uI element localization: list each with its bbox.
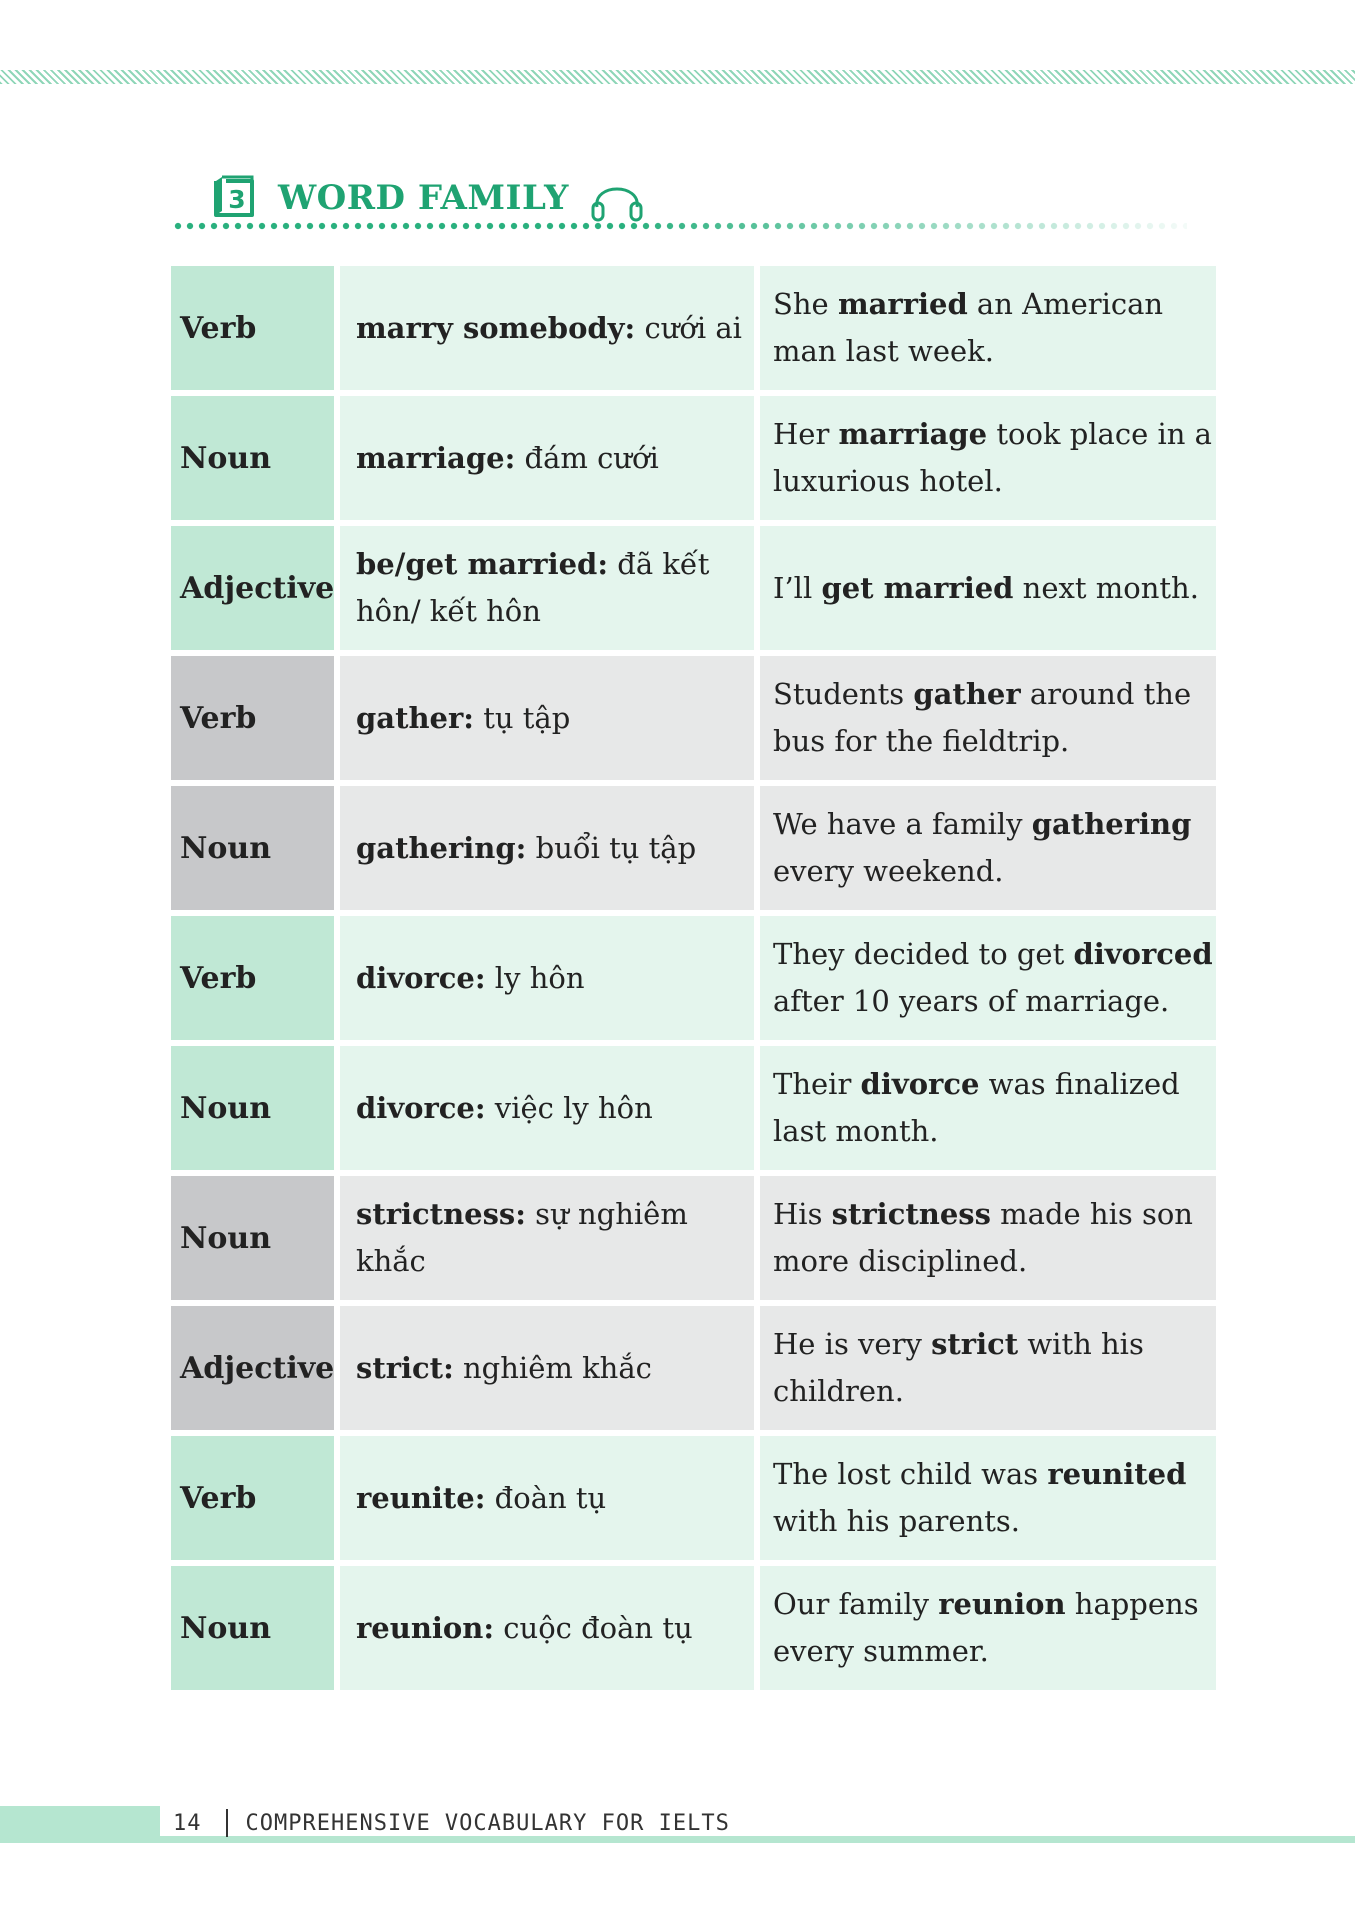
word-meaning: đoàn tụ <box>485 1480 607 1515</box>
part-of-speech-cell: Noun <box>171 1176 334 1300</box>
part-of-speech-cell: Verb <box>171 916 334 1040</box>
example-text-after: every weekend. <box>773 854 1004 888</box>
table-row <box>171 656 1216 780</box>
word-meaning: cuộc đoàn tụ <box>494 1610 693 1645</box>
example-sentence-cell <box>760 396 1216 520</box>
example-sentence-cell <box>760 1566 1216 1690</box>
example-text-after: took place in a luxurious hotel. <box>773 417 1212 498</box>
word-term: be/get married: <box>356 547 609 581</box>
example-sentence-cell <box>760 1306 1216 1430</box>
example-sentence-cell <box>760 1436 1216 1560</box>
example-text-after: an American man last week. <box>773 287 1164 368</box>
example-text-before: His <box>773 1197 832 1231</box>
example-keyword: get married <box>821 570 1014 605</box>
part-of-speech-cell: Noun <box>171 396 334 520</box>
table-row <box>171 396 1216 520</box>
example-keyword: reunion <box>938 1587 1066 1621</box>
word-term: divorce: <box>356 960 486 995</box>
example-sentence-cell <box>760 526 1216 650</box>
word-meaning: ly hôn <box>485 960 585 995</box>
example-text-after: happens every summer. <box>773 1587 1199 1668</box>
word-meaning-cell <box>340 396 754 520</box>
example-text-before: The lost child was <box>773 1457 1048 1491</box>
headphones-icon <box>589 173 645 223</box>
example-keyword: strict <box>931 1327 1019 1361</box>
word-term: gathering: <box>356 830 527 865</box>
table-row <box>171 526 1216 650</box>
example-sentence-cell <box>760 266 1216 390</box>
word-meaning-cell <box>340 1306 754 1430</box>
word-meaning: buổi tụ tập <box>526 830 697 865</box>
word-meaning-cell <box>340 1176 754 1300</box>
section-title: WORD FAMILY <box>278 178 569 218</box>
example-text-before: They decided to get <box>773 937 1074 971</box>
word-family-table <box>165 260 1222 1696</box>
page-number: 14 <box>173 1810 202 1836</box>
part-of-speech-cell: Noun <box>171 1046 334 1170</box>
book-title: COMPREHENSIVE VOCABULARY FOR IELTS <box>245 1810 730 1836</box>
table-row <box>171 786 1216 910</box>
example-keyword: married <box>837 287 968 321</box>
word-meaning: cưới ai <box>635 310 742 345</box>
part-of-speech-cell: Adjective <box>171 1306 334 1430</box>
example-text-after: around the bus for the fieldtrip. <box>773 677 1192 758</box>
example-text-after: after 10 years of marriage. <box>773 984 1170 1018</box>
word-term: reunion: <box>356 1610 495 1645</box>
section-heading <box>212 170 645 226</box>
table-row <box>171 1176 1216 1300</box>
top-decorative-stripe <box>0 70 1355 84</box>
example-text-after: was finalized last month. <box>773 1067 1180 1148</box>
section-number-badge-icon <box>212 175 258 221</box>
example-keyword: reunited <box>1047 1457 1187 1491</box>
example-text-after: with his parents. <box>773 1504 1021 1538</box>
word-meaning-cell <box>340 1436 754 1560</box>
word-term: strict: <box>356 1350 454 1385</box>
example-keyword: divorced <box>1073 937 1213 971</box>
word-term: divorce: <box>356 1090 486 1125</box>
word-meaning-cell <box>340 1046 754 1170</box>
part-of-speech-cell: Noun <box>171 1566 334 1690</box>
word-meaning: tụ tập <box>473 700 571 735</box>
example-sentence-cell <box>760 786 1216 910</box>
word-term: marriage: <box>356 440 516 475</box>
word-meaning: nghiêm khắc <box>453 1350 652 1385</box>
word-meaning: đã kết hôn/ kết hôn <box>356 547 710 628</box>
table-row <box>171 1566 1216 1690</box>
example-keyword: gather <box>913 677 1021 711</box>
example-sentence-cell <box>760 656 1216 780</box>
example-text-before: Their <box>773 1067 861 1101</box>
example-text-before: We have a family <box>773 807 1032 841</box>
example-keyword: gathering <box>1031 807 1192 841</box>
part-of-speech-cell: Verb <box>171 266 334 390</box>
word-meaning-cell <box>340 1566 754 1690</box>
part-of-speech-cell: Verb <box>171 1436 334 1560</box>
heading-dotted-rule <box>172 221 1187 231</box>
section-number: 3 <box>228 185 246 214</box>
example-keyword: divorce <box>860 1067 980 1101</box>
example-keyword: strictness <box>831 1197 991 1231</box>
word-meaning: đám cưới <box>515 440 659 475</box>
word-term: gather: <box>356 700 474 735</box>
example-text-after: with his children. <box>773 1327 1144 1408</box>
example-sentence-cell <box>760 1046 1216 1170</box>
word-meaning-cell <box>340 656 754 780</box>
table-row <box>171 916 1216 1040</box>
table-row <box>171 266 1216 390</box>
example-text-before: Our family <box>773 1587 939 1621</box>
part-of-speech-cell: Adjective <box>171 526 334 650</box>
example-text-before: She <box>773 287 838 321</box>
example-text-before: Students <box>773 677 914 711</box>
table-row <box>171 1306 1216 1430</box>
word-term: strictness: <box>356 1197 526 1231</box>
footer-accent-bar <box>0 1806 160 1843</box>
word-meaning: sự nghiêm khắc <box>356 1197 688 1278</box>
example-text-after: made his son more disciplined. <box>773 1197 1193 1278</box>
example-text-after: next month. <box>1013 570 1199 605</box>
word-meaning-cell <box>340 266 754 390</box>
example-sentence-cell <box>760 916 1216 1040</box>
word-meaning: việc ly hôn <box>485 1090 653 1125</box>
footer-separator <box>226 1809 228 1837</box>
page-footer <box>173 1806 730 1840</box>
example-text-before: I’ll <box>773 570 822 605</box>
part-of-speech-cell: Verb <box>171 656 334 780</box>
example-sentence-cell <box>760 1176 1216 1300</box>
word-term: marry somebody: <box>356 310 636 345</box>
part-of-speech-cell: Noun <box>171 786 334 910</box>
word-term: reunite: <box>356 1480 486 1515</box>
example-text-before: He is very <box>773 1327 932 1361</box>
word-meaning-cell <box>340 916 754 1040</box>
table-row <box>171 1046 1216 1170</box>
example-keyword: marriage <box>838 417 988 451</box>
word-meaning-cell <box>340 526 754 650</box>
table-row <box>171 1436 1216 1560</box>
example-text-before: Her <box>773 417 839 451</box>
word-meaning-cell <box>340 786 754 910</box>
